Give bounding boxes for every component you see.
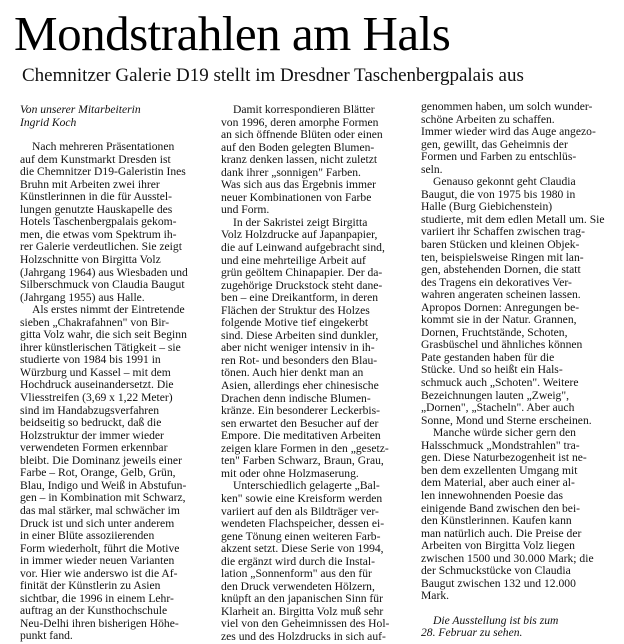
headline: Mondstrahlen am Hals bbox=[14, 6, 451, 61]
text-line: in immer wieder neuen Varianten bbox=[20, 555, 175, 568]
text-line: Farbe – Rot, Orange, Gelb, Grün, bbox=[20, 467, 176, 480]
text-line: zeigen klare Formen in den „gesetz- bbox=[221, 442, 389, 455]
text-line: folgende Motive tief eingekerbt bbox=[221, 317, 369, 330]
text-line: Baugut, die von 1975 bis 1980 in bbox=[421, 188, 576, 201]
byline-author: Ingrid Koch bbox=[20, 116, 77, 129]
text-line: (Jahrgang 1955) aus Halle. bbox=[20, 291, 145, 304]
text-line: Die Ausstellung ist bis zum bbox=[433, 614, 559, 627]
column-3-body bbox=[421, 101, 618, 603]
text-line: ten, beispielsweise Ringen mit lan- bbox=[421, 251, 584, 264]
text-line: mit oder ohne Holzmaserung. bbox=[221, 467, 359, 480]
text-line: Silberschmuck von Claudia Baugut bbox=[20, 279, 185, 292]
text-line: und Form. bbox=[221, 204, 270, 217]
text-line: sieben „Chakrafahnen" von Bir- bbox=[20, 316, 170, 329]
text-line: gen – in Kombination mit Schwarz, bbox=[20, 492, 186, 505]
text-line: Halsschmuck „Mondstrahlen" tra- bbox=[421, 439, 580, 452]
text-line: baren Stücken und kleinen Objek- bbox=[421, 239, 580, 252]
text-line: seln. bbox=[421, 163, 443, 176]
text-line: Flächen der Struktur des Holzes bbox=[221, 304, 370, 317]
text-line: Halle (Burg Giebichenstein) bbox=[421, 201, 553, 214]
text-line: sind. Diese Arbeiten sind dunkler, bbox=[221, 329, 379, 342]
byline-gap bbox=[20, 129, 215, 141]
text-line: Baugut zwischen 132 und 12.000 bbox=[421, 577, 576, 590]
text-line: 28. Februar zu sehen. bbox=[421, 627, 523, 640]
text-line: an sich öffnende Blüten oder einen bbox=[221, 129, 383, 142]
text-line: viel von den Geheimnissen des Hol- bbox=[221, 618, 390, 631]
text-line: Würzburg und Kassel – mit dem bbox=[20, 366, 171, 379]
text-line: zes und des Holzdrucks in sich auf- bbox=[221, 630, 386, 643]
text-line: len innewohnenden Poesie das bbox=[421, 489, 563, 502]
text-line: sind im Handabzugsverfahren bbox=[20, 404, 160, 417]
text-line: man natürlich auch. Die Preise der bbox=[421, 527, 582, 540]
text-line: Hotels Taschenbergpalais gekom- bbox=[20, 216, 177, 229]
text-line: Drachen denn indische Blumen- bbox=[221, 392, 371, 405]
text-line: In der Sakristei zeigt Birgitta bbox=[233, 216, 368, 229]
text-line: Arbeiten von Birgitta Volz liegen bbox=[421, 540, 575, 553]
text-line: die auf Leinwand aufgebracht sind, bbox=[221, 242, 385, 255]
text-line: das mal stärker, mal schwächer im bbox=[20, 504, 180, 517]
text-line: Manche würde sicher gern den bbox=[433, 427, 576, 440]
text-line: Bezeichnungen lauten „Zweig", bbox=[421, 389, 569, 402]
text-line: Sonne, Mond und Sterne erscheinen. bbox=[421, 414, 592, 427]
text-line: die ergänzt wird durch die Instal- bbox=[221, 555, 375, 568]
text-line: ken" sowie eine Kreisform werden bbox=[221, 492, 383, 505]
text-line: Druck ist und sich unter anderem bbox=[20, 517, 175, 530]
text-line: zugehörige Druckstock steht dane- bbox=[221, 279, 383, 292]
text-line: grün geöltem Chinapapier. Der da- bbox=[221, 267, 383, 280]
text-line: gen. Diese Naturbezogenheit ist ne- bbox=[421, 452, 587, 465]
text-line: gen, abstehenden Dornen, die statt bbox=[421, 264, 581, 277]
text-line: kränze. Ein besonderer Leckerbis- bbox=[221, 405, 381, 418]
text-line: kommt sie in der Natur. Grannen, bbox=[421, 314, 577, 327]
text-line: gene Tönung einen weiteren Farb- bbox=[221, 530, 381, 543]
text-line: einigende Band zwischen den bei- bbox=[421, 502, 581, 515]
text-line: ren Rot- und besonders den Blau- bbox=[221, 354, 378, 367]
text-line: finität der Künstlerin zu Asien bbox=[20, 580, 161, 593]
byline-line: Von unserer Mitarbeiterin bbox=[20, 104, 141, 116]
text-line: Formen und Farben zu entschlüs- bbox=[421, 151, 577, 164]
text-line: Als erstes nimmt der Eintretende bbox=[32, 304, 185, 317]
text-line: knüpft an den japanischen Sinn für bbox=[221, 593, 383, 606]
text-line: Blau, Indigo und Weiß in Abstufun- bbox=[20, 479, 187, 492]
text-line: Pate gestanden haben für die bbox=[421, 351, 555, 364]
text-line: Stücke. Und so heißt ein Hals- bbox=[421, 364, 563, 377]
text-line: lungen genutzte Hauskapelle des bbox=[20, 203, 173, 216]
text-line: rer Galerie verdeutlichen. Sie zeigt bbox=[20, 241, 182, 254]
text-line: Hochdruck auseinandersetzt. Die bbox=[20, 379, 174, 392]
text-line: Künstlerinnen in die für Ausstel- bbox=[20, 191, 172, 204]
text-line: gen, gewillt, das Geheimnis der bbox=[421, 138, 568, 151]
text-line: studierte, mit dem edlen Metall um. Sie bbox=[421, 213, 605, 226]
text-line: genommen haben, um solch wunder- bbox=[421, 101, 593, 113]
column-2-body bbox=[221, 104, 414, 644]
text-line: men, die etwas vom Spektrum ih- bbox=[20, 228, 177, 241]
text-line: akzent setzt. Diese Serie von 1994, bbox=[221, 543, 384, 556]
column-1-body bbox=[20, 141, 215, 643]
text-line: vor. Hier wie anderswo ist die Af- bbox=[20, 567, 178, 580]
text-line: punkt fand. bbox=[20, 630, 73, 643]
text-line: Bruhn mit Arbeiten zwei ihrer bbox=[20, 178, 160, 191]
article-column-1 bbox=[20, 104, 215, 643]
text-line: ben – eine Dreikantform, in deren bbox=[221, 292, 379, 305]
text-line: auftrag an der Kunsthochschule bbox=[20, 605, 168, 618]
text-line: Holzschnitte von Birgitta Volz bbox=[20, 254, 161, 267]
exhibition-note bbox=[421, 615, 618, 640]
text-line: von 1996, deren amorphe Formen bbox=[221, 116, 379, 129]
text-line: die Chemnitzer D19-Galeristin Ines bbox=[20, 166, 186, 179]
text-line: den Künstlerinnen. Kaufen kann bbox=[421, 515, 572, 528]
text-line: auf dem Kunstmarkt Dresden ist bbox=[20, 153, 171, 166]
text-line: Unterschiedlich gelagerte „Bal- bbox=[233, 480, 380, 493]
article-column-3 bbox=[421, 101, 618, 640]
text-line: dem Material, aber auch einer al- bbox=[421, 477, 575, 490]
text-line: lation „Sonnenform" aus den für bbox=[221, 568, 372, 581]
text-line: Holzstruktur der immer wieder bbox=[20, 429, 164, 442]
text-line: Form wiederholt, führt die Motive bbox=[20, 542, 180, 555]
text-line: bleibt. Die Dominanz jeweils einer bbox=[20, 454, 182, 467]
text-line: sen erwartet den Besucher auf der bbox=[221, 417, 379, 430]
article-column-2 bbox=[221, 104, 414, 644]
text-line: studierte von 1984 bis 1991 in bbox=[20, 354, 161, 367]
text-line: variiert ihr Schaffen zwischen trag- bbox=[421, 226, 585, 239]
text-line: der Schmuckstücke von Claudia bbox=[421, 565, 571, 578]
text-line: Asien, allerdings eher chinesische bbox=[221, 380, 379, 393]
text-line: aber nicht weniger intensiv in ih- bbox=[221, 342, 375, 355]
text-line: variiert auf den als Bildträger ver- bbox=[221, 505, 379, 518]
text-line: ten" Farben Schwarz, Braun, Grau, bbox=[221, 455, 384, 468]
text-line: „Dornen", „Stacheln". Aber auch bbox=[421, 402, 575, 415]
text-line: Apropos Dornen: Anregungen be- bbox=[421, 301, 580, 314]
text-line: und eine mehrteilige Arbeit auf bbox=[221, 254, 366, 267]
text-line: Volz Holzdrucke auf Japanpapier, bbox=[221, 229, 378, 242]
text-line: dank ihrer „sonnigen" Farben. bbox=[221, 166, 361, 179]
text-line: des Tragens ein dekoratives Ver- bbox=[421, 276, 572, 289]
text-line: wahren angeraten scheinen lassen. bbox=[421, 289, 581, 302]
footer-gap bbox=[421, 603, 618, 615]
text-line: gitta Volz wahr, die sich seit Beginn bbox=[20, 329, 187, 342]
text-line: schmuck auch „Schoten". Weitere bbox=[421, 377, 579, 390]
text-line: Empore. Die meditativen Arbeiten bbox=[221, 430, 381, 443]
text-line: Neu-Delhi ihren bisherigen Höhe- bbox=[20, 617, 179, 630]
text-line: schöne Arbeiten zu schaffen. bbox=[421, 113, 555, 126]
text-line: beidseitig so bedruckt, daß die bbox=[20, 417, 162, 430]
text-line: Genauso gekonnt geht Claudia bbox=[433, 176, 576, 189]
text-line: neuer Kombinationen von Farbe bbox=[221, 191, 372, 204]
text-line: tönen. Auch hier denkt man an bbox=[221, 367, 364, 380]
text-line: Dornen, Fruchtstände, Schoten, bbox=[421, 326, 568, 339]
text-line: verwendeten Formen erkennbar bbox=[20, 442, 168, 455]
text-line: Nach mehreren Präsentationen bbox=[32, 141, 175, 154]
text-line: zwischen 1500 und 30.000 Mark; die bbox=[421, 552, 594, 565]
text-line: in einer Blüte assoziierenden bbox=[20, 530, 155, 543]
text-line: (Jahrgang 1964) aus Wiesbaden und bbox=[20, 266, 188, 279]
text-line: Mark. bbox=[421, 590, 450, 603]
text-line: Was sich aus das Ergebnis immer bbox=[221, 179, 377, 192]
text-line: ben dem exzellenten Umgang mit bbox=[421, 464, 578, 477]
text-line: Immer wieder wird das Auge angezo- bbox=[421, 126, 596, 139]
text-line: Grasbüschel und ähnliches können bbox=[421, 339, 583, 352]
text-line: auf den Boden gelegten Blumen- bbox=[221, 141, 375, 154]
text-line: kranz denken lassen, nicht zuletzt bbox=[221, 154, 378, 167]
text-line: Damit korrespondieren Blätter bbox=[233, 104, 375, 116]
text-line: den Druck verwendeten Hölzern, bbox=[221, 580, 375, 593]
subheadline: Chemnitzer Galerie D19 stellt im Dresdner Taschenbergpalais aus bbox=[22, 65, 524, 86]
text-line: wendeten Flachspeicher, dessen ei- bbox=[221, 518, 385, 531]
text-line: Vliesstreifen (3,69 x 1,22 Meter) bbox=[20, 392, 173, 405]
text-line: Klarheit an. Birgitta Volz muß sehr bbox=[221, 605, 384, 618]
text-line: sichtbar, die 1996 in einem Lehr- bbox=[20, 592, 174, 605]
text-line: ihrer künstlerischen Tätigkeit – sie bbox=[20, 341, 181, 354]
